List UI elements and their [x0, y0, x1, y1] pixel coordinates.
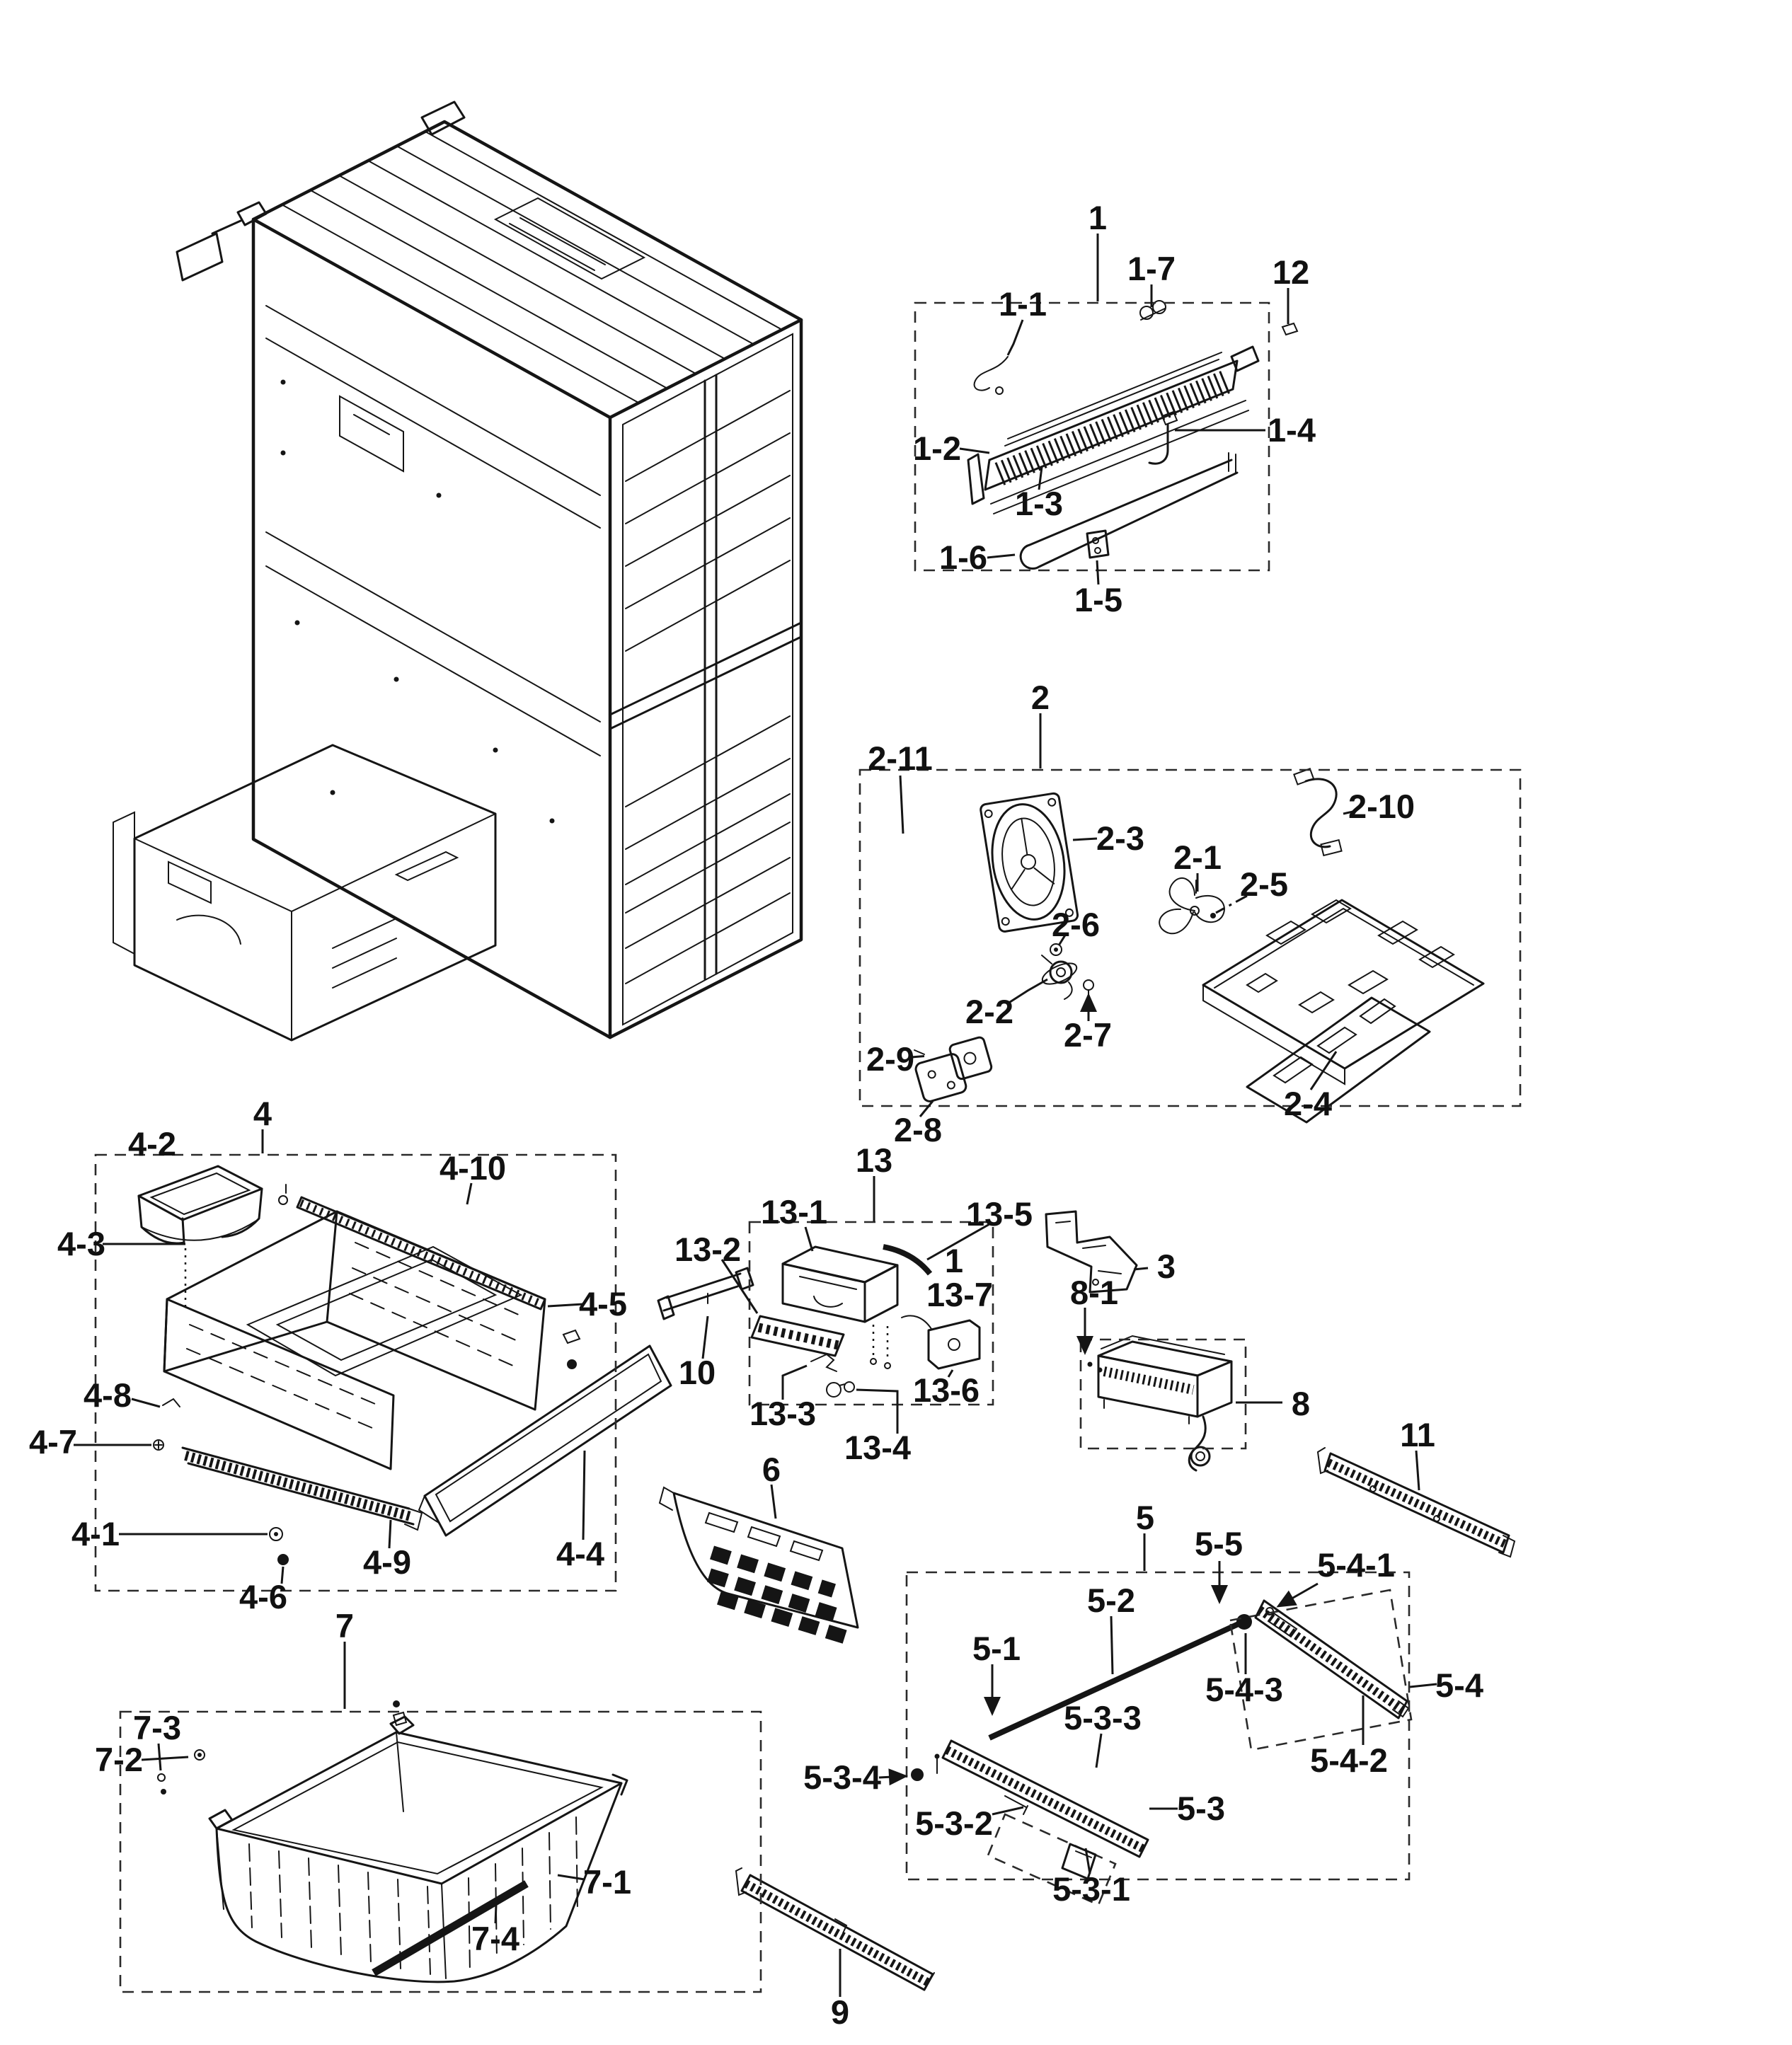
leader-10 — [703, 1316, 708, 1359]
callout-2-1: 2-1 — [1173, 839, 1222, 876]
callout-1-2: 1-2 — [913, 430, 961, 467]
leader-5-2 — [1111, 1616, 1113, 1674]
part-9-rail — [736, 1868, 934, 1990]
callout-2: 2 — [1030, 679, 1050, 716]
callout-4-10: 4-10 — [439, 1149, 507, 1187]
callout-4-7: 4-7 — [29, 1423, 77, 1461]
callout-4-4: 4-4 — [556, 1535, 604, 1572]
assembly-8-ice-duct — [1088, 1336, 1232, 1470]
leader-7-2 — [142, 1757, 188, 1760]
callout-5-3-1: 5-3-1 — [1052, 1870, 1130, 1908]
leader-1-6 — [987, 555, 1015, 558]
callout-2-7: 2-7 — [1064, 1016, 1112, 1054]
callout-4-6: 4-6 — [239, 1578, 287, 1615]
leader-11 — [1416, 1451, 1419, 1490]
leader-2-2 — [1008, 979, 1047, 1003]
callout-10: 10 — [678, 1354, 716, 1391]
callout-2-11: 2-11 — [868, 739, 933, 777]
callout-7-3: 7-3 — [133, 1709, 181, 1746]
callout-1-7: 1-7 — [1127, 250, 1176, 287]
assembly-1-defrost-heater — [968, 301, 1297, 568]
callout-1-3: 1-3 — [1015, 485, 1063, 522]
leader-4-4 — [583, 1451, 585, 1540]
leader-5-3-4 — [879, 1776, 906, 1778]
leader-7-3 — [159, 1744, 161, 1770]
leader-4-8 — [132, 1399, 160, 1407]
callout-4-1: 4-1 — [71, 1515, 120, 1553]
leader-5-4 — [1410, 1684, 1437, 1687]
callout-7-1: 7-1 — [583, 1863, 631, 1901]
callout-11: 11 — [1400, 1416, 1435, 1453]
callout-5-3-4: 5-3-4 — [803, 1758, 881, 1796]
callout-4-3: 4-3 — [57, 1225, 105, 1262]
callout-2-3: 2-3 — [1096, 819, 1144, 857]
callout-1-5: 1-5 — [1074, 581, 1122, 618]
part-6-grille — [660, 1487, 858, 1637]
callout-13: 13 — [855, 1141, 893, 1179]
callout-4-9: 4-9 — [363, 1543, 411, 1581]
callout-5: 5 — [1135, 1499, 1155, 1536]
callout-1-4: 1-4 — [1268, 411, 1316, 449]
callout-13-7: 13-7 — [926, 1276, 994, 1313]
callout-13-1: 13-1 — [760, 1193, 828, 1231]
callout-13-6: 13-6 — [912, 1371, 980, 1409]
leader-5-3-2 — [992, 1807, 1023, 1814]
assembly-1-boundary — [915, 303, 1269, 570]
callout-2-6: 2-6 — [1052, 906, 1100, 943]
callout-13-5: 13-5 — [965, 1195, 1033, 1233]
callout-7-2: 7-2 — [95, 1741, 143, 1778]
leader-1-2 — [960, 449, 989, 453]
callout-1b: 1 — [944, 1242, 964, 1279]
assembly-7-boundary — [120, 1712, 761, 1992]
callout-7-4: 7-4 — [471, 1920, 519, 1957]
callout-8-1: 8-1 — [1070, 1274, 1118, 1311]
leader-2-4 — [1311, 1052, 1336, 1090]
callout-5-3-2: 5-3-2 — [915, 1804, 993, 1842]
assembly-4-upper-drawer — [139, 1166, 671, 1565]
callout-5-4-3: 5-4-3 — [1205, 1671, 1283, 1708]
callout-5-4-1: 5-4-1 — [1317, 1546, 1395, 1584]
assembly-8-boundary — [1081, 1340, 1246, 1448]
callout-1-6: 1-6 — [939, 538, 987, 576]
callout-2-2: 2-2 — [965, 993, 1013, 1030]
callout-13-3: 13-3 — [749, 1395, 817, 1432]
freezer-cabinet-drawing — [113, 102, 801, 1040]
callouts-layer — [29, 199, 1483, 2031]
leader-3 — [1134, 1268, 1148, 1269]
callout-9: 9 — [830, 1993, 850, 2031]
callout-6: 6 — [762, 1451, 781, 1488]
assembly-2-boundary — [860, 770, 1520, 1106]
leader-13-4 — [856, 1390, 897, 1434]
callout-2-9: 2-9 — [866, 1040, 914, 1078]
callout-7: 7 — [335, 1607, 355, 1644]
callout-2-10: 2-10 — [1348, 788, 1415, 825]
callout-2-5: 2-5 — [1240, 865, 1288, 903]
callout-4-2: 4-2 — [128, 1125, 176, 1163]
leader-13-1 — [805, 1227, 812, 1251]
callout-5-5: 5-5 — [1195, 1525, 1243, 1562]
callout-5-2: 5-2 — [1087, 1582, 1135, 1619]
callout-5-4: 5-4 — [1435, 1666, 1483, 1704]
leader-4-5 — [548, 1304, 583, 1306]
callout-2-4: 2-4 — [1284, 1085, 1332, 1122]
callout-5-3: 5-3 — [1177, 1790, 1225, 1827]
leader-5-3-3 — [1096, 1734, 1101, 1768]
callout-1: 1 — [1088, 199, 1108, 236]
callout-13-4: 13-4 — [844, 1429, 912, 1466]
callout-2-8: 2-8 — [894, 1111, 942, 1148]
callout-5-1: 5-1 — [972, 1630, 1021, 1667]
callout-4-8: 4-8 — [84, 1376, 132, 1414]
leader-6 — [771, 1485, 776, 1519]
leader-1-1 — [1008, 320, 1023, 355]
part-10-handle — [658, 1268, 753, 1319]
assembly-7-lower-basket — [158, 1700, 627, 1982]
leader-5-4-1 — [1278, 1584, 1318, 1606]
callout-5-4-2: 5-4-2 — [1310, 1741, 1388, 1779]
callout-12: 12 — [1272, 253, 1310, 291]
leader-2-11 — [900, 776, 903, 834]
callout-5-3-3: 5-3-3 — [1064, 1699, 1142, 1736]
callout-1-1: 1-1 — [999, 285, 1047, 323]
callout-4-5: 4-5 — [579, 1285, 627, 1323]
callout-3: 3 — [1156, 1248, 1176, 1285]
leader-2-3 — [1073, 839, 1097, 840]
callout-13-2: 13-2 — [674, 1231, 742, 1268]
callout-4: 4 — [253, 1095, 272, 1132]
callout-8: 8 — [1291, 1385, 1311, 1422]
leader-7-1 — [558, 1875, 585, 1879]
